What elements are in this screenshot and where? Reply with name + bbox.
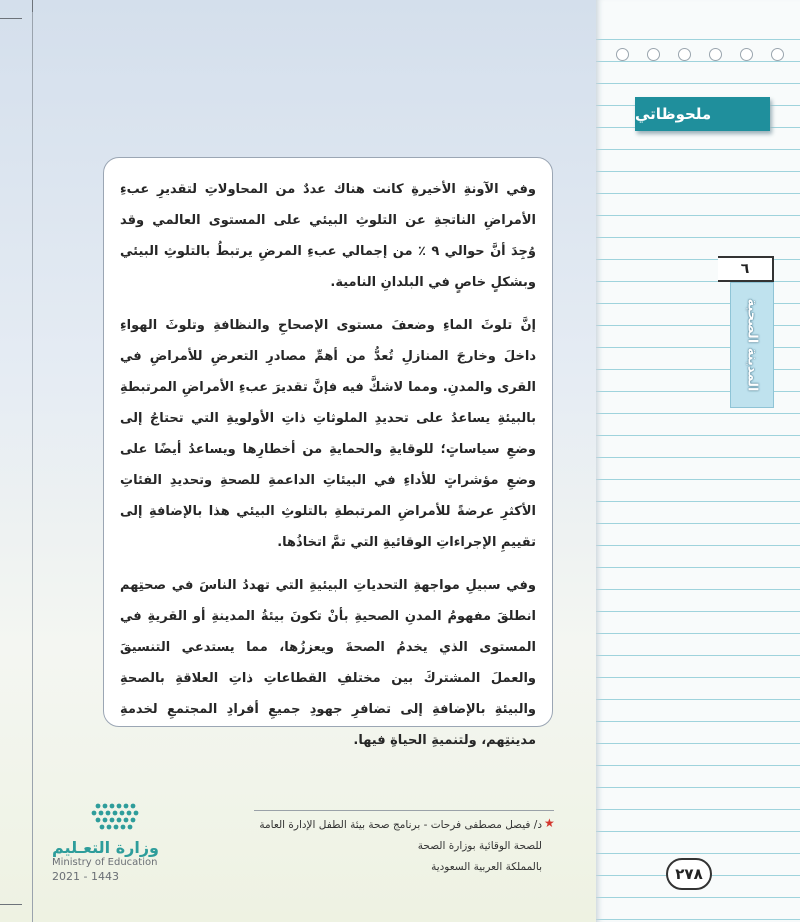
main-text-box: [103, 157, 553, 748]
footnote-divider: [254, 810, 554, 811]
crop-mark: [32, 0, 33, 12]
margin-rule: [32, 0, 33, 922]
chapter-tab: [730, 282, 774, 408]
chapter-title: المدينة الصحية: [744, 298, 760, 392]
binder-ring-icon: [709, 48, 722, 61]
notes-column: [596, 0, 800, 922]
footnote: [252, 815, 542, 878]
binder-ring-icon: [771, 48, 784, 61]
crop-mark: [0, 18, 22, 19]
footnote-star-icon: ★: [544, 816, 555, 830]
notes-title: ملحوظاتي: [635, 97, 770, 131]
ministry-name-en: Ministry of Education: [52, 857, 158, 868]
binder-ring-icon: [616, 48, 629, 61]
chapter-number: ٦: [718, 256, 774, 282]
binder-ring-icon: [740, 48, 753, 61]
paragraph: إنَّ تلوثَ الماءِ وضعفَ مستوى الإصحاحِ والنظافةِ وتلوثَ الهواءِ داخلَ وخارجَ المنازلِ تُعدُّ من أهمِّ مصادرِ التعرضِ للأمراضِ في القرى والمدنِ. ومما لاشكَّ فيه فإنَّ تقديرَ عبءِ الأمراضِ المرتبطةِ بالبيئةِ يساعدُ على تحديدِ الملوثاتِ ذاتِ الأولويةِ التي تحتاجُ إلى وضعِ سياساتٍ؛ للوقايةِ والحمايةِ من أخطارِها ويساعدُ أيضًا على وضعِ مؤشراتٍ للأداءِ في البيئاتِ الداعمةِ للصحةِ وتحديدِ الفئاتِ الأكثرِ عرضةً للأمراضِ المرتبطةِ بالتلوثِ البيئي هذا بالإضافةِ إلى تقييمِ الإجراءاتِ الوقائيةِ التي تمَّ اتخاذُها.: [120, 318, 536, 550]
binder-ring-icon: [678, 48, 691, 61]
footnote-line: بالمملكة العربية السعودية: [431, 861, 542, 873]
page-number: ٢٧٨: [666, 858, 712, 890]
footnote-line: د/ فيصل مصطفى فرحات - برنامج صحة بيئة الطفل الإدارة العامة للصحة الوقائية بوزارة الصحة: [259, 819, 542, 852]
ministry-name-ar: وزارة التعـليم: [52, 838, 159, 857]
paragraph: وفي الآونةِ الأخيرةِ كانت هناك عددٌ من المحاولاتِ لتقديرِ عبءِ الأمراضِ الناتجةِ عن التلوثِ البيئي على المستوى العالمي وقد وُجِدَ أنَّ حوالي ٩ ٪ من إجمالي عبءِ المرضِ يرتبطُ بالتلوثِ البيئي وبشكلٍ خاصٍ في البلدانِ النامية.: [120, 182, 537, 290]
crop-mark: [0, 904, 22, 905]
edition-year: 2021 - 1443: [52, 870, 119, 883]
binder-ring-icon: [647, 48, 660, 61]
paragraph: وفي سبيلِ مواجهةِ التحدياتِ البيئيةِ التي تهددُ الناسَ في صحتِهم انطلقَ مفهومُ المدنِ الصحيةِ بأنْ تكونَ بيئةُ المدينةِ أو القريةِ في المستوى الذي يخدمُ الصحةَ ويعززُها، مما يستدعي التنسيقَ والعملَ المشتركَ بين مختلفِ القطاعاتِ ذاتِ العلاقةِ بالصحةِ والبيئةِ بالإضافةِ إلى تضافرِ جهودِ جميعِ أفرادِ المجتمعِ لخدمةِ مدينتِهم، ولتنميةِ الحياةِ فيها.: [120, 578, 536, 748]
